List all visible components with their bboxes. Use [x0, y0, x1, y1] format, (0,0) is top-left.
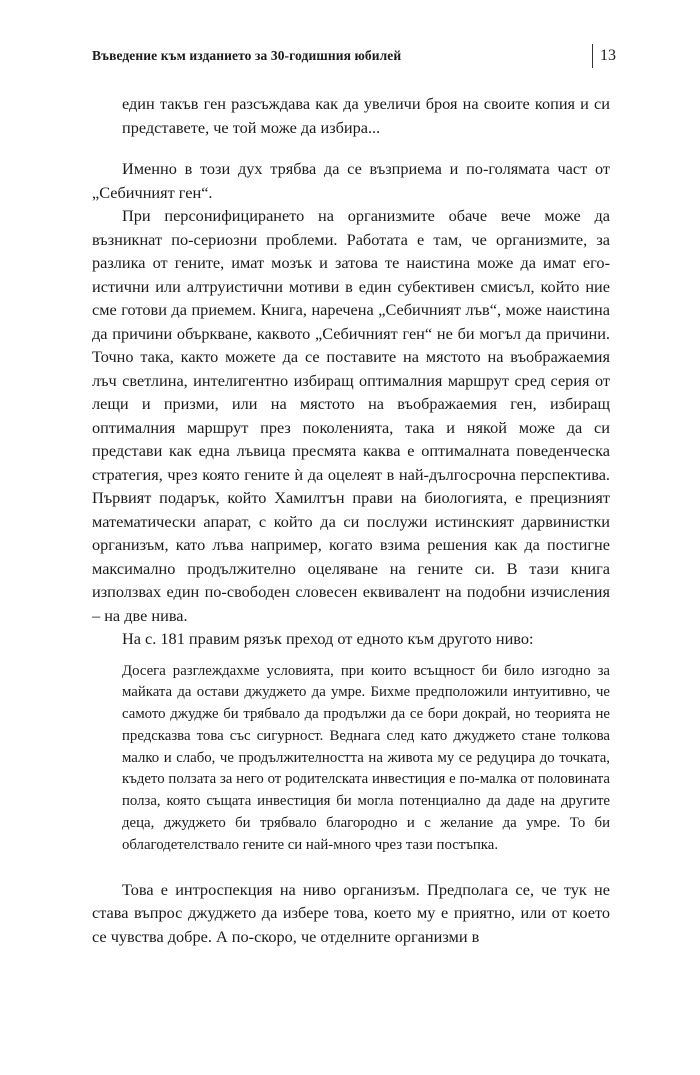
- running-title: Въведение към изданието за 30-годишния юбилей: [92, 48, 402, 63]
- running-header: [92, 44, 622, 72]
- page-body: [92, 92, 610, 948]
- block-quote: Досега разглеждахме условията, при които всъщност би било изгодно за майката да остави джуджето да умре. Бихме предположили интуитивно, че самото джудже би трябвало да продължи да се бори докрай, но теорията не предсказва това със сигурност. Веднага след като джуджето стане толкова малко и слабо, че продължителността на живота му се редуцира до точката, където ползата за него от родителската инвестиция е по-малка от половината полза, която същата инвестиция би могла потенциално да даде на другите деца, джуджето би трябвало благородно и с желание да умре. То би облагодетелствало гените си най-много чрез тази постъпка.: [122, 662, 610, 853]
- header-divider: [592, 44, 593, 68]
- page-number: 13: [600, 47, 616, 64]
- paragraph-selfish-gene-spirit: Именно в този дух трябва да се възприема и по-голямата част от „Себичният ген“.: [92, 159, 610, 202]
- paragraph-personification: При персонифицирането на организмите обаче вече може да възникнат по-сериозни проблеми. Работата е там, че организмите, за разлика от гените, имат мозък и затова те наистина може да имат егоистични или алтруистични мотиви в един субективен смисъл, който ние сме готови да приемем. Книга, наречена „Себичният лъв“, може наистина да причини объркване, каквото „Себичният ген“ не би могъл да причини. Точно така, както можете да се поставите на мястото на въображаемия лъч светлина, интелигентно избиращ оптималния маршрут сред серия от лещи и призми, или на мястото на въображаемия ген, избиращ оптималния маршрут през поколенията, така и някой може да си представи как една лъвица пресмята каква е оптималната поведенческа стратегия, чрез която гените ѝ да оцелеят в най-дългосрочна перспектива. Първият подарък, който Хамилтън прави на биологията, е прецизният математически апарат, с който да си послужи истинският дарвинистки организъм, като лъва например, когато взима решения как да постигне максимално продължително оцеляване на гените си. В тази книга използвах един по-свободен словесен еквивалент на подобни изчисления – на две нива.: [92, 206, 610, 625]
- paragraph-continuation: един такъв ген разсъждава как да увеличи броя на своите копия и си представете, че той може да избира...: [122, 94, 610, 137]
- paragraph-transition: На с. 181 правим рязък преход от едното към другото ниво:: [122, 629, 534, 648]
- paragraph-introspection: Това е интроспекция на ниво организъм. Предполага се, че тук не става въпрос джуджето да избере това, което му е приятно, или от което се чувства добре. А по-скоро, че отделните организми в: [92, 879, 610, 946]
